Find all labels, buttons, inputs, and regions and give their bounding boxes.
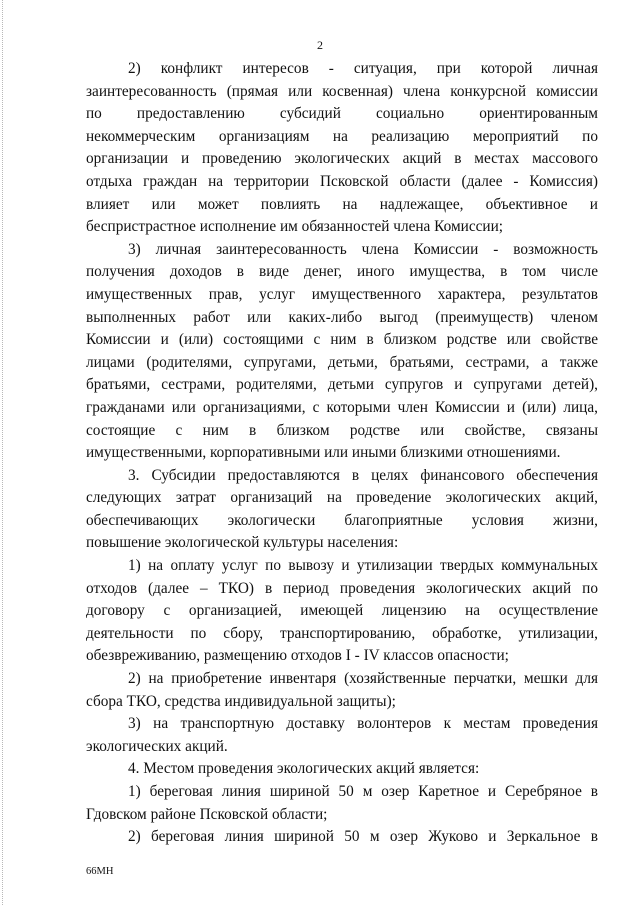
text-line: 3) на транспортную доставку волонтеров к местам проведения bbox=[128, 715, 598, 733]
text-line: заинтересованность (прямая или косвенная) члена конкурсной комиссии bbox=[86, 82, 598, 100]
text-line: братьями, сестрами, родителями, детьми супругов и супругами детей), bbox=[86, 376, 598, 394]
text-line: отходов (далее – ТКО) в период проведения экологических акций по bbox=[86, 579, 598, 597]
text-line: выполненных работ или каких-либо выгод (преимуществ) членом bbox=[86, 308, 598, 326]
text-line: состоящие с ним в близком родстве или свойстве, связаны bbox=[86, 421, 598, 439]
text-line: обезвреживанию, размещению отходов I - IV классов опасности; bbox=[86, 647, 509, 665]
text-line: гражданами или организациями, с которыми член Комиссии и (или) лица, bbox=[86, 398, 598, 416]
text-line: отдыха граждан на территории Псковской области (далее - Комиссия) bbox=[86, 172, 598, 190]
text-line: 2) на приобретение инвентаря (хозяйственные перчатки, мешки для bbox=[128, 670, 598, 688]
text-line: Комиссии и (или) состоящими с ним в близком родстве или свойстве bbox=[86, 331, 598, 349]
text-line: имущественными, корпоративными или иными близкими отношениями. bbox=[86, 444, 561, 462]
text-line: организации и проведению экологических акций в местах массового bbox=[86, 150, 598, 168]
text-line: 2) береговая линия шириной 50 м озер Жуково и Зеркальное в bbox=[128, 828, 598, 846]
document-body bbox=[86, 58, 598, 849]
text-line: имущественных прав, услуг имущественного характера, результатов bbox=[86, 285, 598, 303]
text-line: беспристрастное исполнение им обязанностей члена Комиссии; bbox=[86, 218, 504, 236]
text-line: обеспечивающих экологически благоприятные условия жизни, bbox=[86, 511, 598, 529]
text-line: деятельности по сбору, транспортированию, обработке, утилизации, bbox=[86, 624, 598, 642]
text-line: Гдовском районе Псковской области; bbox=[86, 805, 328, 823]
text-line: договору с организацией, имеющей лицензию на осуществление bbox=[86, 602, 598, 620]
text-line: 3) личная заинтересованность члена Комиссии - возможность bbox=[128, 240, 598, 258]
text-line: 2) конфликт интересов - ситуация, при которой личная bbox=[128, 60, 598, 77]
text-line: 3. Субсидии предоставляются в целях финансового обеспечения bbox=[128, 466, 598, 484]
scan-edge-line bbox=[2, 0, 3, 905]
text-line: лицами (родителями, супругами, детьми, братьями, сестрами, а также bbox=[86, 353, 598, 371]
text-line: некоммерческим организациям на реализацию мероприятий по bbox=[86, 127, 598, 145]
text-line: получения доходов в виде денег, иного имущества, в том числе bbox=[86, 263, 598, 281]
text-line: экологических акций. bbox=[86, 737, 228, 755]
text-line: влияет или может повлиять на надлежащее, объективное и bbox=[86, 195, 598, 213]
footer-document-code: 66МН bbox=[86, 866, 114, 877]
text-line: 1) береговая линия шириной 50 м озер Каретное и Серебряное в bbox=[128, 783, 598, 800]
page-number: 2 bbox=[317, 38, 323, 52]
text-line: 4. Местом проведения экологических акций является: bbox=[128, 760, 480, 778]
text-line: повышение экологической культуры населения: bbox=[86, 534, 399, 552]
text-line: сбора ТКО, средства индивидуальной защиты); bbox=[86, 692, 396, 710]
text-line: 1) на оплату услуг по вывозу и утилизации твердых коммунальных bbox=[128, 557, 598, 575]
text-line: следующих затрат организаций на проведение экологических акций, bbox=[86, 489, 598, 507]
text-line: по предоставлению субсидий социально ориентированным bbox=[86, 105, 598, 123]
